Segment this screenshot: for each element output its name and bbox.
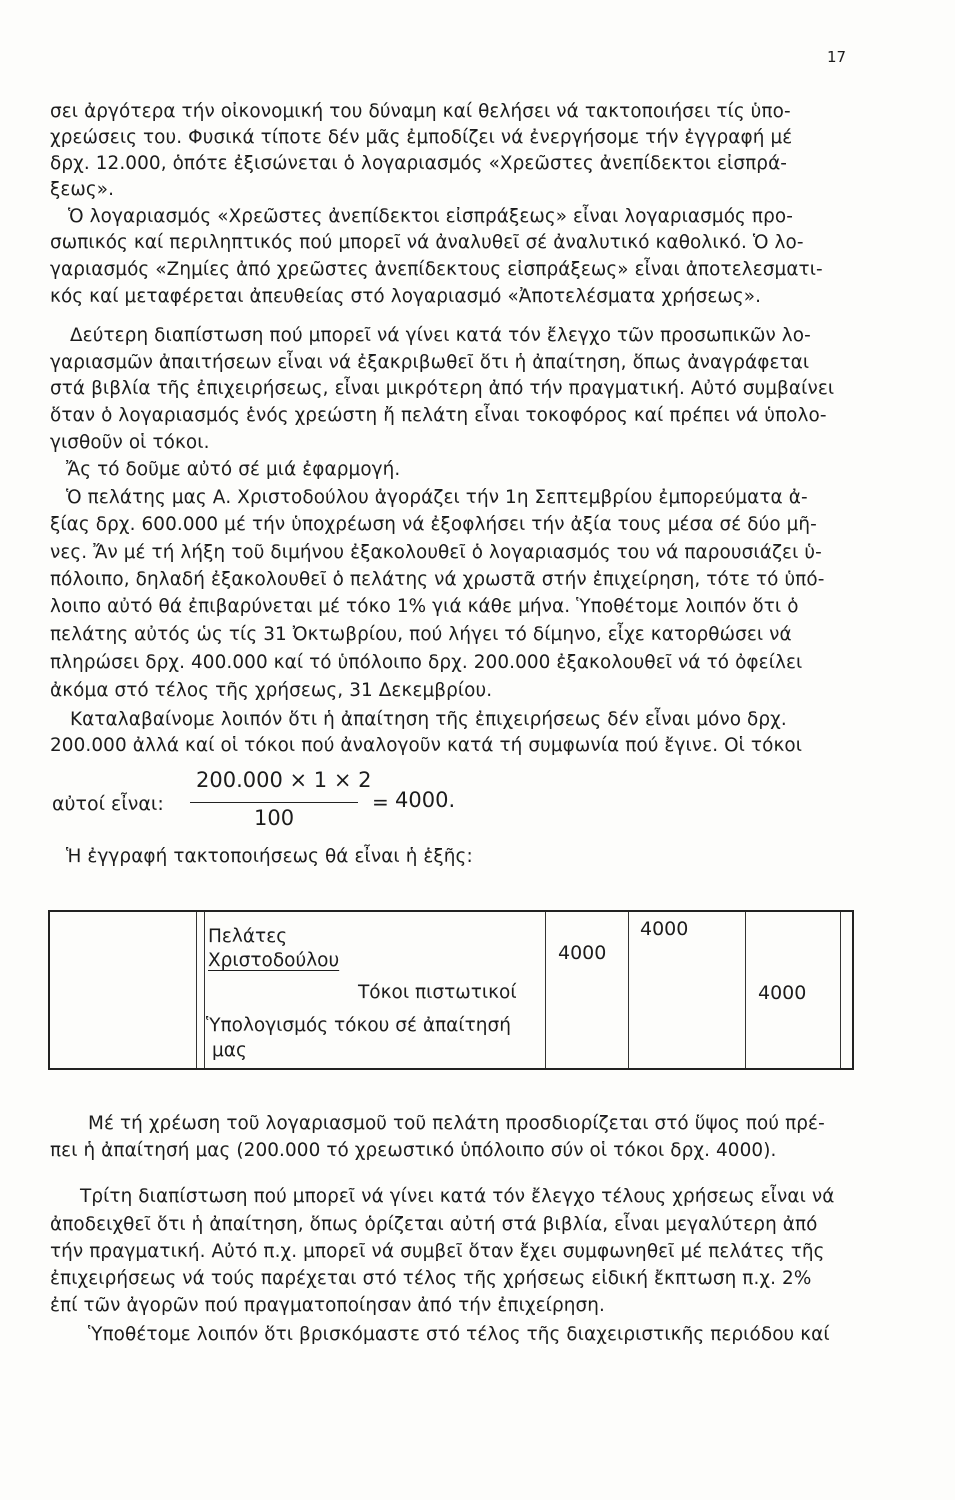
text-line: γαριασμῶν ἀπαιτήσεων εἶναι νά ἐξακριβωθεῖ ὅτι ἡ ἀπαίτηση, ὅπως ἀναγράφεται [50,352,810,373]
debit-account-line2: Χριστοδούλου [208,950,340,971]
text-line: χρεώσεις του. Φυσικά τίποτε δέν μᾶς ἐμποδίζει νά ἐνεργήσομε τήν ἐγγραφή μέ [50,127,793,148]
text-line: ξίας δρχ. 600.000 μέ τήν ὑποχρέωση νά ἐξοφλήσει τήν ἀξία τους μέσα σέ δύο μῆ- [50,514,817,535]
text-line: σει ἀργότερα τήν οἰκονομική του δύναμη καί θελήσει νά τακτοποιήσει τίς ὑπο- [50,101,791,122]
text-line: Ἄς τό δοῦμε αὐτό σέ μιά ἐφαρμογή. [66,459,401,480]
text-line: Ὁ πελάτης μας Α. Χριστοδούλου ἀγοράζει τήν 1η Σεπτεμβρίου ἐμπορεύματα ἀ- [66,487,808,508]
partial-amount: 4000 [558,942,607,964]
calc-numerator: 200.000 × 1 × 2 [196,768,372,792]
calc-equals: = [372,790,389,814]
fraction-bar [190,802,358,803]
text-line: Καταλαβαίνομε λοιπόν ὅτι ἡ ἀπαίτηση τῆς ἐπιχειρήσεως δέν εἶναι μόνο δρχ. [70,709,787,730]
text-line: 200.000 ἀλλά καί οἱ τόκοι πού ἀναλογοῦν κατά τή συμφωνία πού ἔγινε. Οἱ τόκοι [50,735,803,756]
text-line: ἐπιχειρήσεως νά τούς παρέχεται στό τέλος τῆς χρήσεως εἰδική ἔκπτωση π.χ. 2% [50,1268,812,1289]
page-number: 17 [827,48,847,66]
divider [628,912,629,1068]
text-line: γισθοῦν οἱ τόκοι. [50,432,210,453]
entry-intro: Ἡ ἐγγραφή τακτοποιήσεως θά εἶναι ἡ ἑξῆς: [66,846,473,867]
divider [545,912,546,1068]
text-line: τήν πραγματική. Αὐτό π.χ. μπορεῖ νά συμβεῖ ὅταν ἔχει συμφωνηθεῖ μέ πελάτες τῆς [50,1241,825,1262]
text-line: δρχ. 12.000, ὁπότε ἐξισώνεται ὁ λογαριασμός «Χρεῶστες ἀνεπίδεκτοι εἰσπρά- [50,153,788,174]
calc-result: 4000. [395,788,456,812]
text-line: λοιπο αὐτό θά ἐπιβαρύνεται μέ τόκο 1% γιά κάθε μήνα. Ὑποθέτομε λοιπόν ὅτι ὁ [50,596,799,617]
journal-entry [48,910,854,1070]
calc-denominator: 100 [254,806,295,830]
text-line: ὅταν ὁ λογαριασμός ἑνός χρεώστη ἤ πελάτη εἶναι τοκοφόρος καί πρέπει νά ὑπολο- [50,405,827,426]
text-line: Τρίτη διαπίστωση πού μπορεῖ νά γίνει κατά τόν ἔλεγχο τέλους χρήσεως εἶναι νά [80,1186,835,1207]
credit-account: Τόκοι πιστωτικοί [358,982,517,1003]
text-line: γαριασμός «Ζημίες ἀπό χρεῶστες ἀνεπίδεκτους εἰσπράξεως» εἶναι ἀποτελεσματι- [50,259,823,280]
text-line: ἀκόμα στό τέλος τῆς χρήσεως, 31 Δεκεμβρίου. [50,680,493,701]
calc-label: αὐτοί εἶναι: [52,793,164,815]
debit-amount: 4000 [640,918,689,940]
debit-account-line1: Πελάτες [208,926,288,947]
credit-amount: 4000 [758,982,807,1004]
text-line: ἐπί τῶν ἀγορῶν πού πραγματοποίησαν ἀπό τήν ἐπιχείρηση. [50,1295,605,1316]
text-line: ἀποδειχθεῖ ὅτι ἡ ἀπαίτηση, ὅπως ὁρίζεται αὐτή στά βιβλία, εἶναι μεγαλύτερη ἀπό [50,1214,818,1235]
text-line: πληρώσει δρχ. 400.000 καί τό ὑπόλοιπο δρχ. 200.000 ἐξακολουθεῖ νά τό ὀφείλει [50,652,803,673]
text-line: πόλοιπο, δηλαδή ἐξακολουθεῖ ὁ πελάτης νά χρωστᾶ στήν ἐπιχείρηση, τότε τό ὑπό- [50,569,825,590]
divider [204,912,205,1068]
text-line: ξεως». [50,179,115,200]
text-line: Ὁ λογαριασμός «Χρεῶστες ἀνεπίδεκτοι εἰσπράξεως» εἶναι λογαριασμός προ- [68,206,793,227]
text-line: νες. Ἄν μέ τή λήξη τοῦ διμήνου ἐξακολουθεῖ ὁ λογαριασμός του νά παρουσιάζει ὑ- [50,542,822,563]
narration-line1: Ὑπολογισμός τόκου σέ ἀπαίτησή [206,1015,511,1036]
divider [840,912,841,1068]
text-line: Ὑποθέτομε λοιπόν ὅτι βρισκόμαστε στό τέλος τῆς διαχειριστικῆς περιόδου καί [88,1324,830,1345]
divider [196,912,197,1068]
divider [745,912,746,1068]
text-line: κός καί μεταφέρεται ἀπευθείας στό λογαριασμό «Ἀποτελέσματα χρήσεως». [50,286,762,307]
text-line: στά βιβλία τῆς ἐπιχειρήσεως, εἶναι μικρότερη ἀπό τήν πραγματική. Αὐτό συμβαίνει [50,378,835,399]
text-line: πελάτης αὐτός ὡς τίς 31 Ὀκτωβρίου, πού λήγει τό δίμηνο, εἶχε κατορθώσει νά [50,624,792,645]
text-line: πει ἡ ἀπαίτησή μας (200.000 τό χρεωστικό ὑπόλοιπο σύν οἱ τόκοι δρχ. 4000). [50,1140,777,1161]
narration-line2: μας [212,1040,247,1061]
text-line: Δεύτερη διαπίστωση πού μπορεῖ νά γίνει κατά τόν ἔλεγχο τῶν προσωπικῶν λο- [70,325,811,346]
text-line: Μέ τή χρέωση τοῦ λογαριασμοῦ τοῦ πελάτη προσδιορίζεται στό ὕψος πού πρέ- [88,1113,825,1134]
text-line: σωπικός καί περιληπτικός πού μπορεῖ νά ἀναλυθεῖ σέ ἀναλυτικό καθολικό. Ὁ λο- [50,232,804,253]
